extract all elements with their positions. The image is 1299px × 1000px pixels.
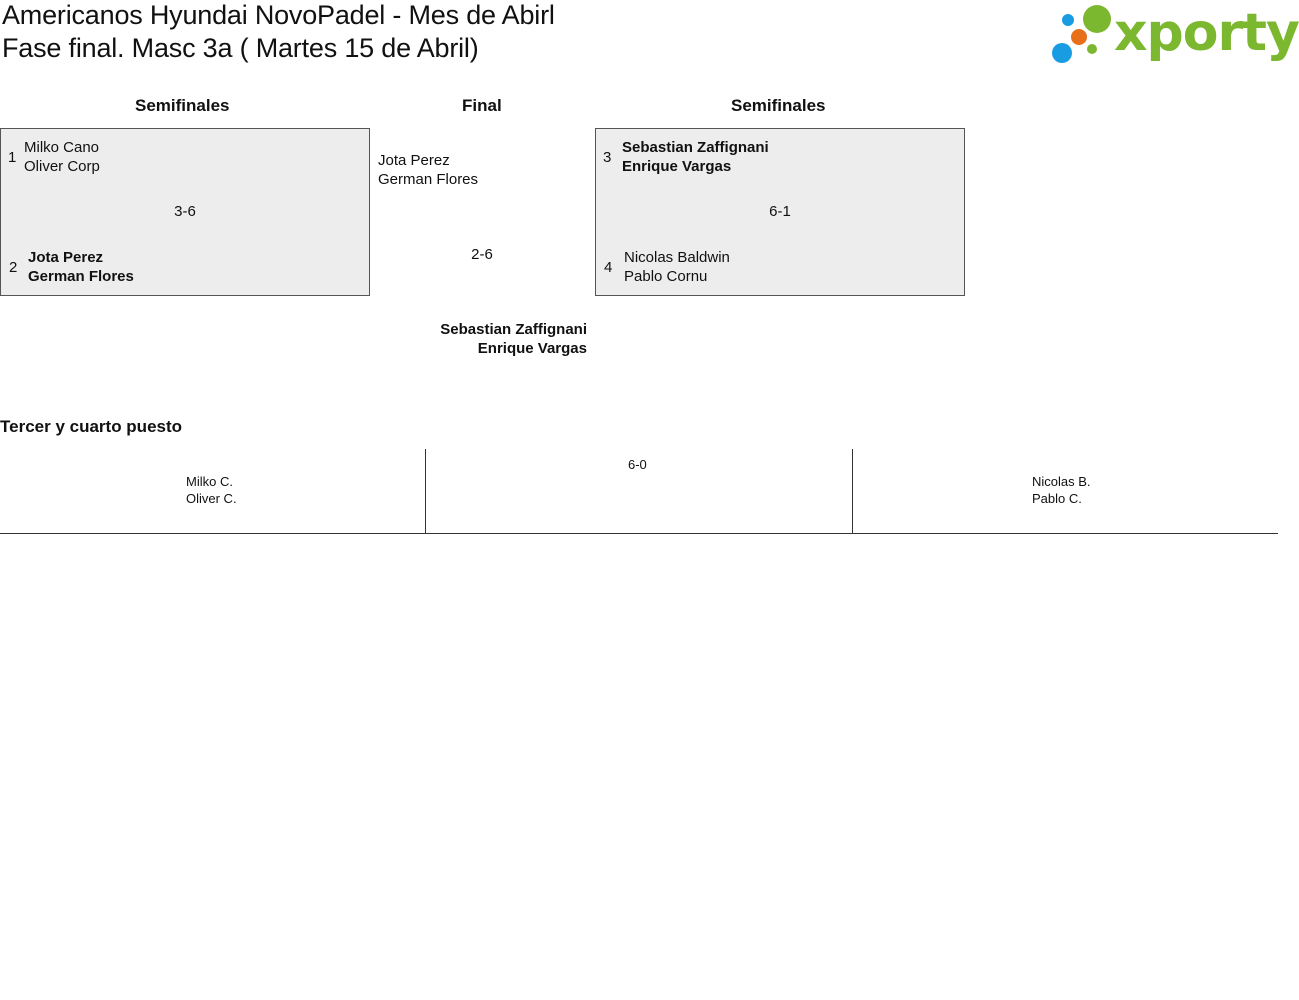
player-name-winner: German Flores [28, 268, 134, 285]
third-place-score: 6-0 [628, 457, 647, 472]
match-score: 3-6 [174, 203, 196, 220]
player-name: Enrique Vargas [477, 340, 587, 357]
logo-wordmark: xporty [1114, 3, 1299, 63]
seed-number: 1 [8, 149, 17, 166]
player-name-winner: Jota Perez [28, 249, 104, 266]
seed-number: 4 [604, 259, 613, 276]
logo-green-dot-small-icon [1087, 44, 1097, 54]
third-place-heading: Tercer y cuarto puesto [0, 417, 183, 436]
seed-number: 3 [603, 149, 612, 166]
champion-team [440, 320, 587, 358]
xporty-logo [1050, 3, 1299, 67]
final-score: 2-6 [471, 246, 493, 263]
logo-blue-dot-small-icon [1062, 14, 1074, 26]
player-name: Pablo Cornu [624, 268, 708, 285]
player-name: Pablo C. [1032, 491, 1082, 506]
semifinal-left-match[interactable] [0, 128, 370, 296]
third-place-team2-cell [852, 449, 1278, 534]
player-name: German Flores [378, 171, 479, 188]
player-name: Oliver C. [186, 491, 237, 506]
third-place-team1-cell [0, 449, 426, 534]
heading-semifinals-right: Semifinales [731, 96, 826, 115]
player-name: Sebastian Zaffignani [440, 321, 587, 338]
final-team [378, 151, 478, 189]
player-name-winner: Enrique Vargas [622, 158, 732, 175]
player-name: Oliver Corp [24, 158, 100, 175]
logo-blue-dot-large-icon [1052, 43, 1072, 63]
heading-semifinals-left: Semifinales [135, 96, 230, 115]
semifinal-right-match[interactable] [595, 128, 965, 296]
seed-number: 2 [9, 259, 18, 276]
player-name-winner: Sebastian Zaffignani [622, 139, 769, 156]
player-name: Jota Perez [378, 152, 450, 169]
player-name: Milko Cano [24, 139, 100, 156]
page-title: Americanos Hyundai NovoPadel - Mes de Abirl [2, 0, 555, 30]
logo-green-dot-icon [1083, 5, 1111, 33]
third-place-score-cell [425, 449, 853, 534]
logo-orange-dot-icon [1071, 29, 1087, 45]
player-name: Milko C. [186, 474, 233, 489]
player-name: Nicolas Baldwin [624, 249, 730, 266]
page-subtitle: Fase final. Masc 3a ( Martes 15 de Abril) [2, 33, 479, 63]
heading-final: Final [462, 96, 502, 115]
match-score: 6-1 [769, 203, 791, 220]
player-name: Nicolas B. [1032, 474, 1091, 489]
